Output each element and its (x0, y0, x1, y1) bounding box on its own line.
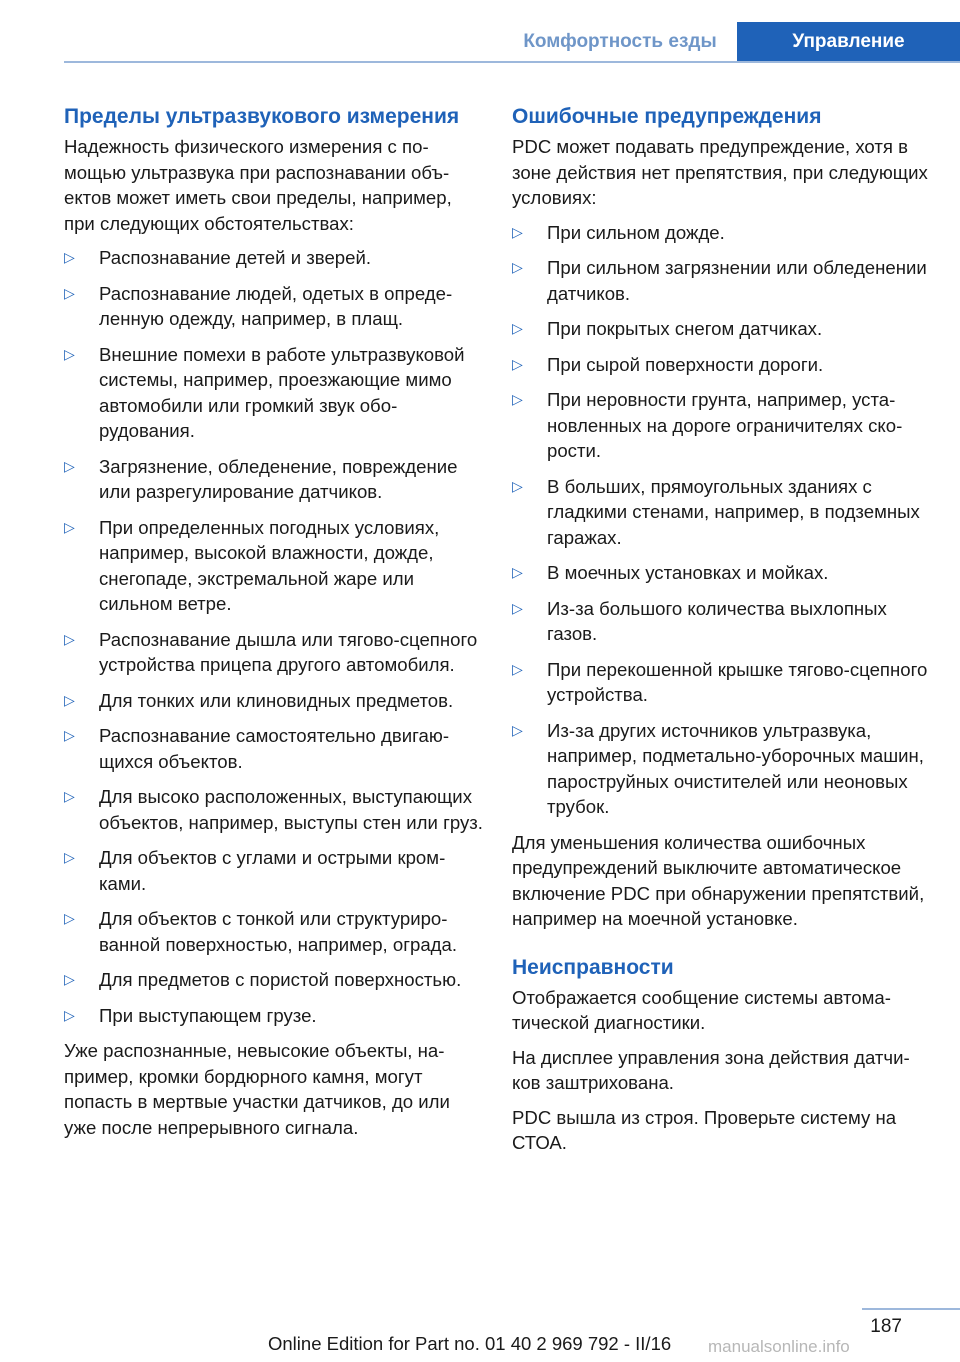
edition-footer: Online Edition for Part no. 01 40 2 969 792 - II/16 (268, 1333, 672, 1354)
bullet-triangle-icon: ▷ (64, 1006, 75, 1023)
bullet-triangle-icon: ▷ (512, 477, 523, 494)
bullet-triangle-icon: ▷ (512, 721, 523, 738)
watermark: manualsonline.info (708, 1337, 850, 1356)
bullet-triangle-icon: ▷ (512, 320, 523, 336)
list-item-text: В моечных установках и мойках. (547, 562, 829, 583)
left-column (64, 104, 484, 1149)
list-item-text: Для тонких или клиновидных предметов. (99, 689, 454, 711)
header-chapter-tab: Управление (737, 22, 960, 62)
list-item (64, 454, 484, 505)
limits-outro: Уже распознанные, невысокие объекты, например, кромки бордюрного камня, могут попасть в мертвые участки датчиков, до или уже после непрерывного сигнала. (64, 1040, 450, 1138)
list-item (512, 560, 932, 586)
bullet-triangle-icon: ▷ (512, 223, 523, 240)
list-item-text: Загрязнение, обледенение, повреждение или разрегулирование датчиков. (99, 455, 458, 502)
bullet-triangle-icon: ▷ (512, 660, 523, 677)
list-item-text: Распознавание дышла или тягово-сцепного устройства прицепа другого автомобиля. (99, 628, 478, 675)
list-item-text: При покрытых снегом датчиках. (547, 318, 823, 339)
list-item (64, 342, 484, 444)
list-item-text: При сильном загрязнении или обледенении датчиков. (547, 257, 927, 304)
bullet-triangle-icon: ▷ (512, 391, 523, 407)
malfunctions-text-3: PDC вышла из строя. Проверьте систему на СТОА. (512, 1106, 897, 1153)
list-item (64, 906, 484, 957)
list-item (512, 596, 932, 647)
bullet-triangle-icon: ▷ (64, 284, 75, 301)
list-item (64, 627, 484, 678)
bullet-triangle-icon: ▷ (64, 788, 75, 804)
list-item (512, 255, 932, 306)
list-item-text: Для предметов с пористой поверхностью. (99, 969, 462, 990)
list-item (512, 657, 932, 708)
bullet-triangle-icon: ▷ (64, 727, 75, 743)
bullet-triangle-icon: ▷ (64, 910, 75, 926)
list-item (512, 387, 932, 464)
bullet-triangle-icon: ▷ (512, 259, 523, 275)
list-item-text: Из-за других источников ультразвука, например, подметально-уборочных машин, пароструйных очистителей или неоновых трубок. (547, 719, 924, 817)
list-item (64, 723, 484, 774)
malfunctions-text-2: На дисплее управления зона действия датчиков заштрихована. (512, 1046, 910, 1093)
right-column (512, 104, 932, 1165)
limits-list (64, 245, 484, 1028)
header-section-label: Комфортность езды (523, 31, 717, 52)
list-item (64, 967, 484, 993)
list-item (512, 474, 932, 551)
list-item-text: Внешние помехи в работе ультразвуковой системы, например, проезжающие мимо автомобили или громкий звук оборудования. (99, 343, 465, 441)
list-item (64, 515, 484, 617)
list-item (64, 281, 484, 332)
list-item-text: При сырой поверхности дороги. (547, 353, 824, 375)
header-divider (64, 61, 960, 63)
bullet-triangle-icon: ▷ (64, 971, 75, 987)
list-item (64, 688, 484, 714)
bullet-triangle-icon: ▷ (512, 564, 523, 580)
list-item (512, 220, 932, 246)
list-item-text: Распознавание людей, одетых в определенную одежду, например, в плащ. (99, 282, 453, 329)
false-warnings-intro: PDC может подавать предупреждение, хотя в зоне действия нет препятствия, при следующих условиях: (512, 136, 928, 208)
bullet-triangle-icon: ▷ (64, 345, 75, 362)
page-number: 187 (870, 1316, 902, 1337)
bullet-triangle-icon: ▷ (512, 599, 523, 616)
bullet-triangle-icon: ▷ (64, 518, 75, 535)
list-item-text: Распознавание детей и зверей. (99, 247, 372, 268)
bullet-triangle-icon: ▷ (64, 630, 75, 647)
list-item-text: При перекошенной крышке тягово-сцепного устройства. (547, 658, 928, 705)
bullet-triangle-icon: ▷ (64, 691, 75, 708)
bullet-triangle-icon: ▷ (64, 249, 75, 265)
bullet-triangle-icon: ▷ (64, 849, 75, 865)
list-item (64, 845, 484, 896)
malfunctions-heading: Неисправности (512, 955, 674, 979)
false-warnings-heading: Ошибочные предупреждения (512, 105, 822, 128)
list-item (512, 352, 932, 378)
false-warnings-list (512, 220, 932, 820)
page-number-divider (862, 1308, 960, 1310)
malfunctions-text-1: Отображается сообщение системы автоматической диагностики. (512, 986, 891, 1033)
list-item-text: Распознавание самостоятельно двигающихся объектов. (99, 725, 450, 772)
list-item-text: Для объектов с углами и острыми кромками. (99, 847, 446, 894)
list-item-text: При определенных погодных условиях, например, высокой влажности, дожде, снегопаде, экстремальной жаре или сильном ветре. (99, 516, 440, 614)
list-item-text: При неровности грунта, например, установленных на дороге ограничителях скорости. (547, 389, 903, 461)
list-item (512, 316, 932, 342)
false-warnings-outro: Для уменьшения количества ошибочных предупреждений выключите автоматическое включение PDC при обнаружении препятствий, например на моечной установке. (512, 831, 925, 929)
list-item-text: В больших, прямоугольных зданиях с гладкими стенами, например, в подземных гаражах. (547, 475, 920, 548)
list-item-text: При сильном дожде. (547, 221, 725, 243)
bullet-triangle-icon: ▷ (512, 355, 523, 372)
list-item-text: Для высоко расположенных, выступающих объектов, например, выступы стен или груз. (99, 786, 483, 833)
list-item (64, 245, 484, 271)
list-item-text: Из-за большого количества выхлопных газов. (547, 597, 887, 644)
limits-intro: Надежность физического измерения с помощью ультразвука при распознавании объектов может иметь свои пределы, например, при следующих обстоятельствах: (64, 136, 452, 234)
list-item (512, 718, 932, 820)
limits-heading: Пределы ультразвукового измерения (64, 105, 460, 128)
section-gap (512, 941, 932, 955)
list-item (64, 784, 484, 835)
list-item-text: При выступающем грузе. (99, 1004, 317, 1026)
list-item-text: Для объектов с тонкой или структурированной поверхностью, например, ограда. (99, 908, 458, 955)
bullet-triangle-icon: ▷ (64, 457, 75, 474)
list-item (64, 1003, 484, 1029)
